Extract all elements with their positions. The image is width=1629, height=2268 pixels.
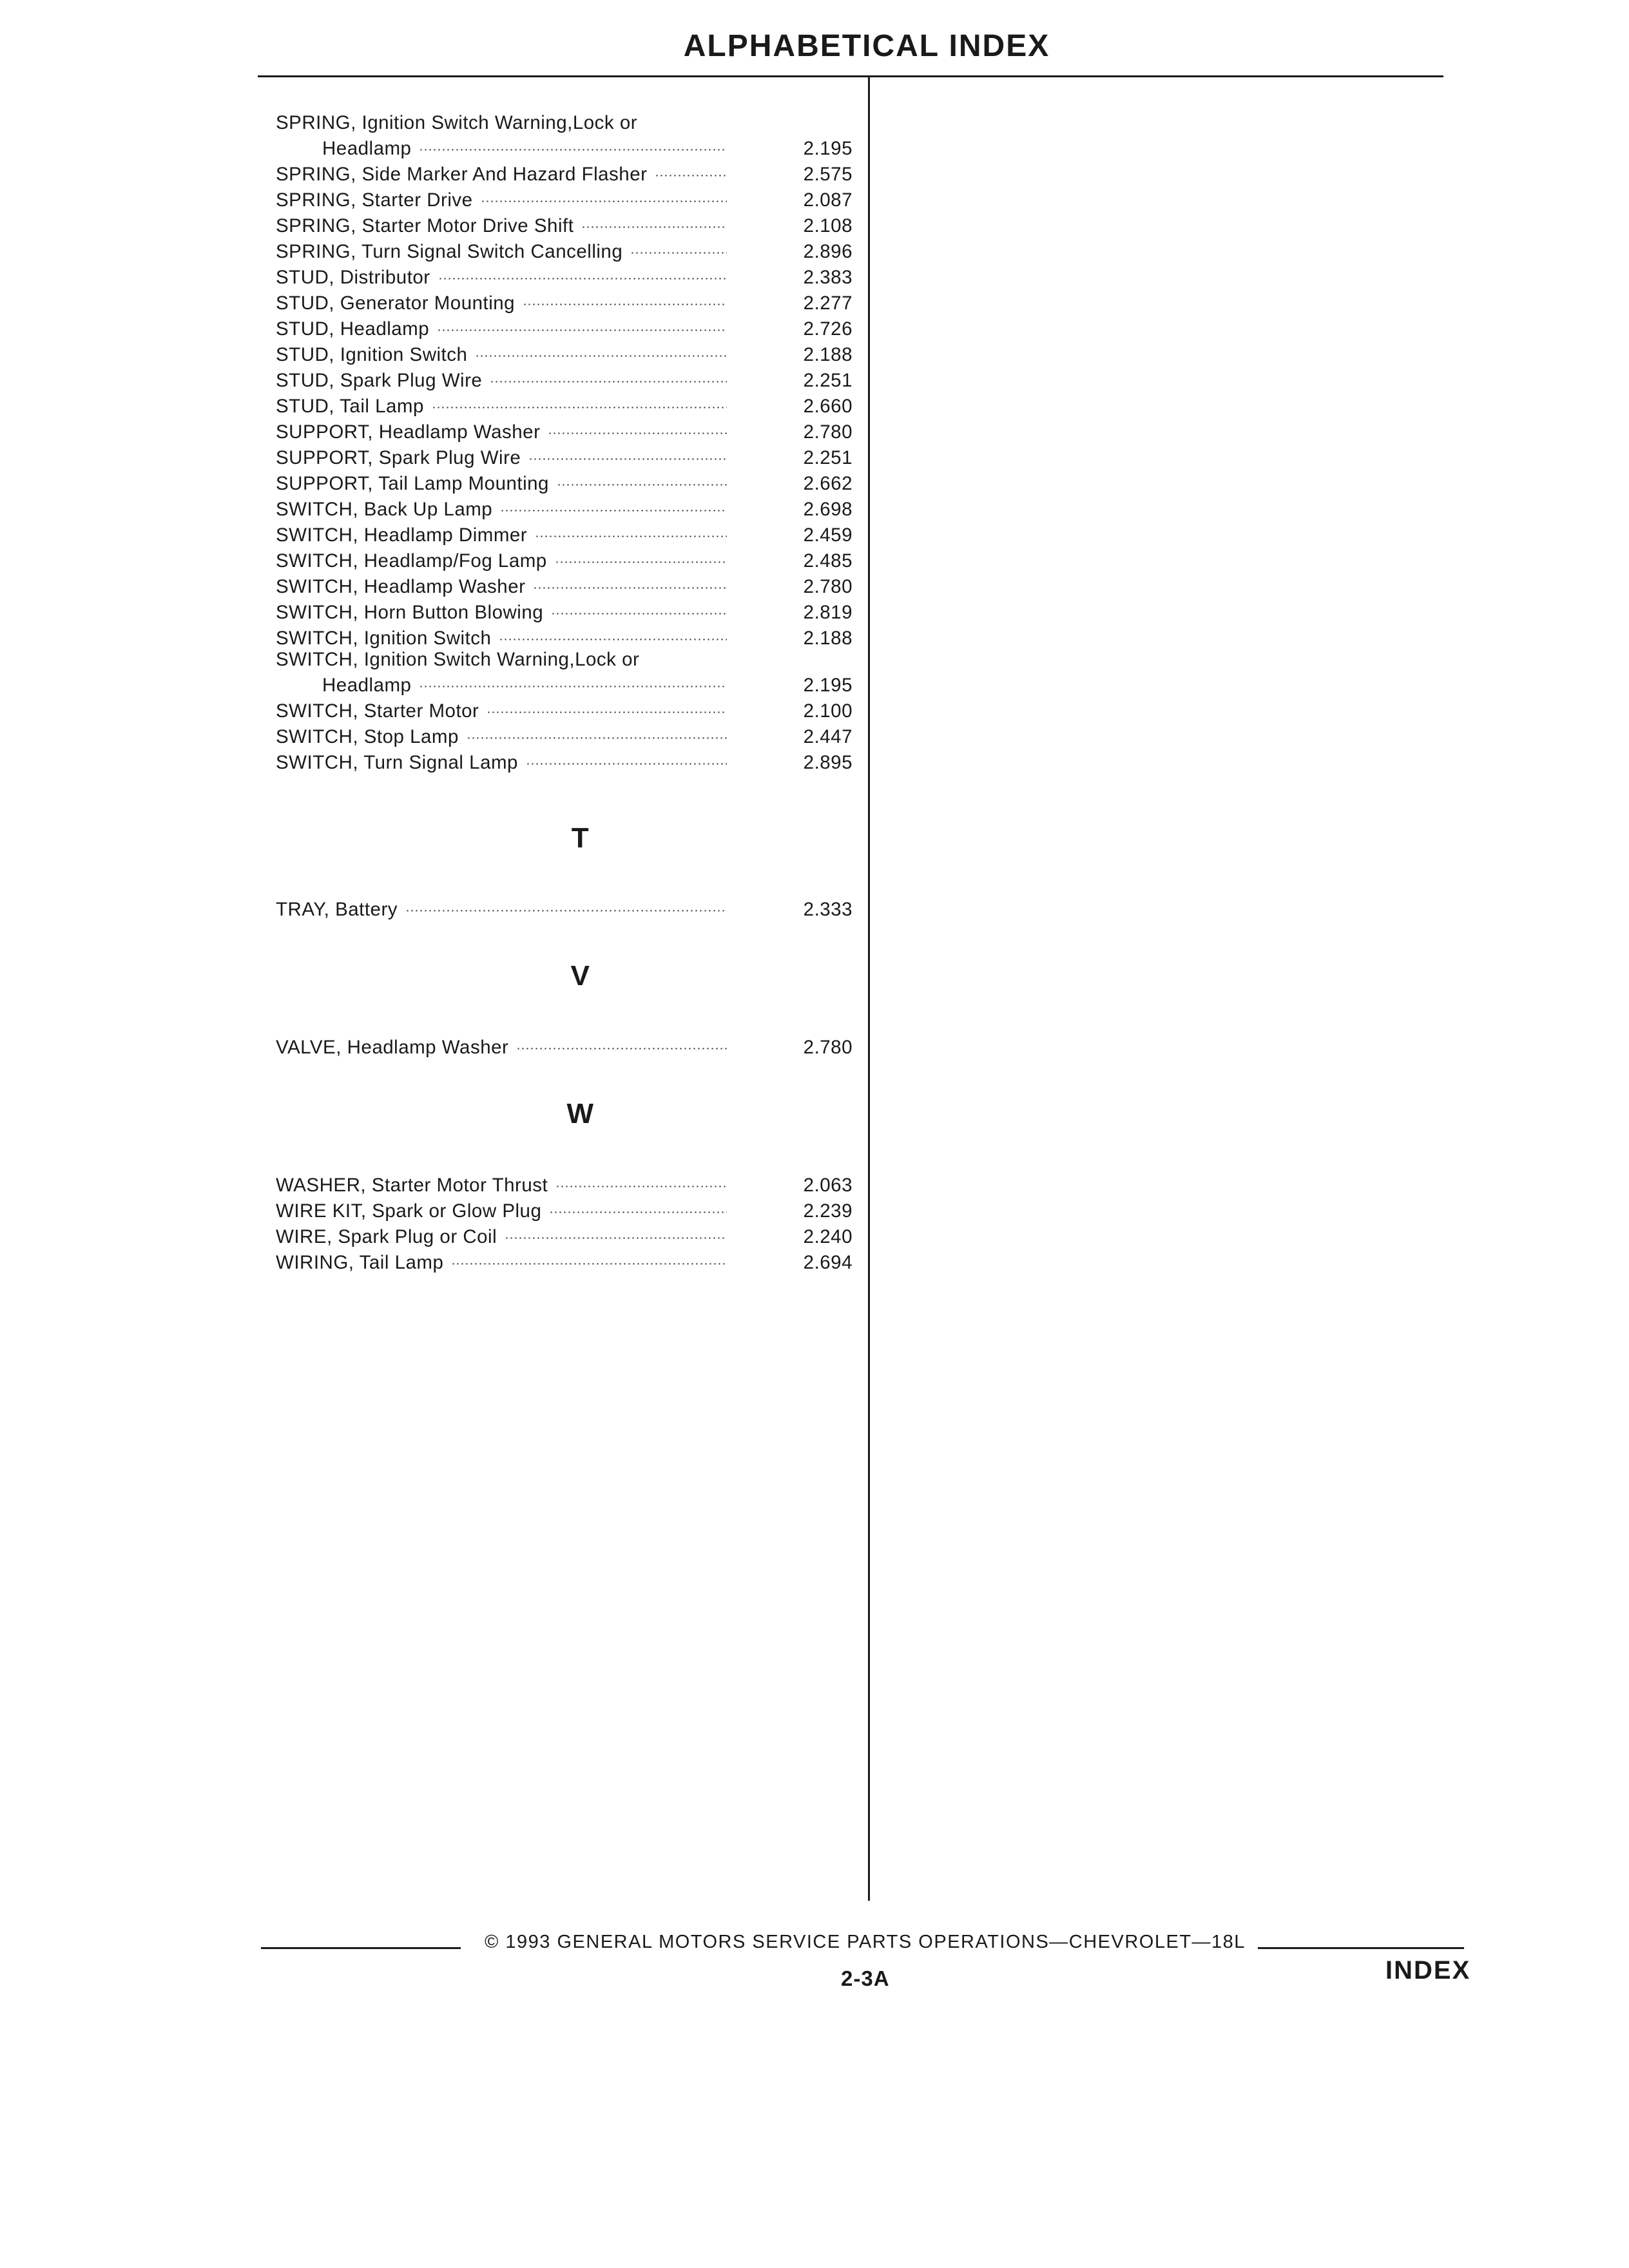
entry-text: SWITCH, Ignition Switch Warning,Lock or [276, 649, 640, 670]
entry-page-number: 2.333 [803, 899, 853, 920]
dot-leader [551, 597, 727, 619]
entry-page-number: 2.239 [803, 1200, 853, 1222]
footer-page-number: 2-3A [841, 1966, 890, 1990]
dot-leader [481, 185, 727, 206]
entry-page-number: 2.485 [803, 550, 853, 572]
index-entry [276, 391, 853, 417]
dot-leader [475, 340, 727, 361]
entry-text: STUD, Distributor [276, 267, 430, 288]
title-rule [258, 75, 1443, 77]
entry-page-number: 2.698 [803, 499, 853, 520]
section-letter: V [570, 960, 590, 992]
dot-leader [467, 722, 727, 743]
dot-leader [549, 1196, 727, 1217]
entry-text: SWITCH, Ignition Switch [276, 628, 492, 649]
entry-text: STUD, Tail Lamp [276, 396, 424, 417]
entry-text: WIRE KIT, Spark or Glow Plug [276, 1200, 542, 1222]
index-entry [276, 722, 853, 747]
index-group [276, 822, 853, 920]
index-entry [276, 365, 853, 391]
index-entry [276, 288, 853, 314]
dot-leader [437, 314, 727, 335]
entry-text: STUD, Headlamp [276, 318, 430, 340]
index-entry [276, 894, 853, 920]
dot-leader [555, 546, 727, 567]
entry-page-number: 2.662 [803, 473, 853, 494]
index-entry [276, 546, 853, 572]
dot-leader [655, 159, 727, 180]
dot-leader [516, 1032, 727, 1053]
entry-text: SPRING, Starter Motor Drive Shift [276, 215, 574, 236]
entry-page-number: 2.063 [803, 1175, 853, 1196]
entry-page-number: 2.780 [803, 421, 853, 443]
entry-page-number: 2.251 [803, 370, 853, 391]
index-entry [276, 1222, 853, 1247]
index-entry [276, 1170, 853, 1196]
index-entry [276, 747, 853, 773]
entry-page-number: 2.240 [803, 1226, 853, 1247]
column-divider [868, 77, 870, 1901]
entry-page-number: 2.195 [803, 675, 853, 696]
entry-text: SWITCH, Back Up Lamp [276, 499, 493, 520]
entry-text: SWITCH, Turn Signal Lamp [276, 752, 518, 773]
index-entry [276, 623, 853, 649]
entry-page-number: 2.383 [803, 267, 853, 288]
dot-leader [528, 443, 727, 464]
index-entry [276, 1247, 853, 1273]
dot-leader [505, 1222, 727, 1243]
entry-text: SWITCH, Horn Button Blowing [276, 602, 544, 623]
entry-page-number: 2.459 [803, 524, 853, 546]
index-entry [276, 696, 853, 722]
entry-text: TRAY, Battery [276, 899, 398, 920]
entry-text: SUPPORT, Headlamp Washer [276, 421, 541, 443]
footer-copyright: © 1993 GENERAL MOTORS SERVICE PARTS OPERATIONS—CHEVROLET—18L [485, 1932, 1246, 1952]
entry-text: WIRING, Tail Lamp [276, 1252, 444, 1273]
index-entry [276, 597, 853, 623]
dot-leader [535, 520, 727, 541]
entry-text: SPRING, Ignition Switch Warning,Lock or [276, 112, 638, 133]
entry-text-continued: Headlamp [322, 138, 412, 159]
index-entry [276, 572, 853, 597]
index-entry [276, 314, 853, 340]
dot-leader [490, 365, 727, 387]
entry-text: WIRE, Spark Plug or Coil [276, 1226, 497, 1247]
index-entry [276, 1032, 853, 1058]
index-entry [276, 211, 853, 236]
dot-leader [526, 747, 727, 769]
entry-page-number: 2.087 [803, 189, 853, 211]
footer-section-label: INDEX [1385, 1956, 1471, 1984]
footer-rule-left [261, 1947, 461, 1949]
entry-text: SWITCH, Headlamp Dimmer [276, 524, 528, 546]
dot-leader [523, 288, 727, 309]
index-group [276, 112, 853, 773]
index-entry [276, 159, 853, 185]
dot-leader [557, 468, 727, 490]
index-group [276, 960, 853, 1058]
index-entry [276, 112, 853, 159]
dot-leader [432, 391, 727, 412]
entry-page-number: 2.251 [803, 447, 853, 468]
dot-leader [419, 133, 727, 155]
entry-text: SWITCH, Stop Lamp [276, 726, 459, 747]
dot-leader [555, 1170, 727, 1191]
entry-page-number: 2.694 [803, 1252, 853, 1273]
entry-page-number: 2.188 [803, 344, 853, 365]
dot-leader [451, 1247, 727, 1269]
entry-text: WASHER, Starter Motor Thrust [276, 1175, 548, 1196]
entry-text: SWITCH, Headlamp Washer [276, 576, 526, 597]
entry-page-number: 2.660 [803, 396, 853, 417]
entry-text: STUD, Spark Plug Wire [276, 370, 483, 391]
footer-rule-right [1258, 1947, 1464, 1949]
entry-text: SWITCH, Starter Motor [276, 700, 479, 722]
dot-leader [419, 670, 727, 691]
entry-text: SPRING, Starter Drive [276, 189, 473, 211]
index-entry [276, 262, 853, 288]
entry-page-number: 2.780 [803, 1037, 853, 1058]
entry-page-number: 2.108 [803, 215, 853, 236]
entry-text-continued: Headlamp [322, 675, 412, 696]
dot-leader [581, 211, 727, 232]
index-entry [276, 417, 853, 443]
entry-text: SPRING, Turn Signal Switch Cancelling [276, 241, 623, 262]
dot-leader [630, 236, 727, 258]
index-entry [276, 494, 853, 520]
entry-page-number: 2.277 [803, 293, 853, 314]
index-entry [276, 468, 853, 494]
index-entry [276, 443, 853, 468]
dot-leader [500, 494, 727, 515]
entry-text: SUPPORT, Spark Plug Wire [276, 447, 521, 468]
dot-leader [533, 572, 727, 593]
entry-text: SWITCH, Headlamp/Fog Lamp [276, 550, 547, 572]
entry-page-number: 2.100 [803, 700, 853, 722]
page-title: ALPHABETICAL INDEX [683, 29, 1050, 63]
section-letter: T [571, 822, 590, 854]
section-letter: W [566, 1098, 594, 1129]
entry-page-number: 2.188 [803, 628, 853, 649]
index-column-left [276, 112, 853, 1273]
index-entry [276, 1196, 853, 1222]
entry-page-number: 2.447 [803, 726, 853, 747]
entry-text: STUD, Generator Mounting [276, 293, 516, 314]
entry-page-number: 2.896 [803, 241, 853, 262]
dot-leader [438, 262, 727, 284]
entry-page-number: 2.726 [803, 318, 853, 340]
dot-leader [405, 894, 727, 916]
entry-page-number: 2.575 [803, 164, 853, 185]
entry-text: SPRING, Side Marker And Hazard Flasher [276, 164, 648, 185]
entry-page-number: 2.195 [803, 138, 853, 159]
index-group [276, 1098, 853, 1273]
dot-leader [548, 417, 727, 438]
dot-leader [499, 623, 727, 644]
entry-page-number: 2.819 [803, 602, 853, 623]
index-entry [276, 520, 853, 546]
index-entry [276, 185, 853, 211]
entry-text: STUD, Ignition Switch [276, 344, 468, 365]
index-entry [276, 649, 853, 696]
entry-text: VALVE, Headlamp Washer [276, 1037, 509, 1058]
index-entry [276, 340, 853, 365]
dot-leader [487, 696, 727, 717]
index-entry [276, 236, 853, 262]
entry-page-number: 2.895 [803, 752, 853, 773]
entry-text: SUPPORT, Tail Lamp Mounting [276, 473, 549, 494]
entry-page-number: 2.780 [803, 576, 853, 597]
